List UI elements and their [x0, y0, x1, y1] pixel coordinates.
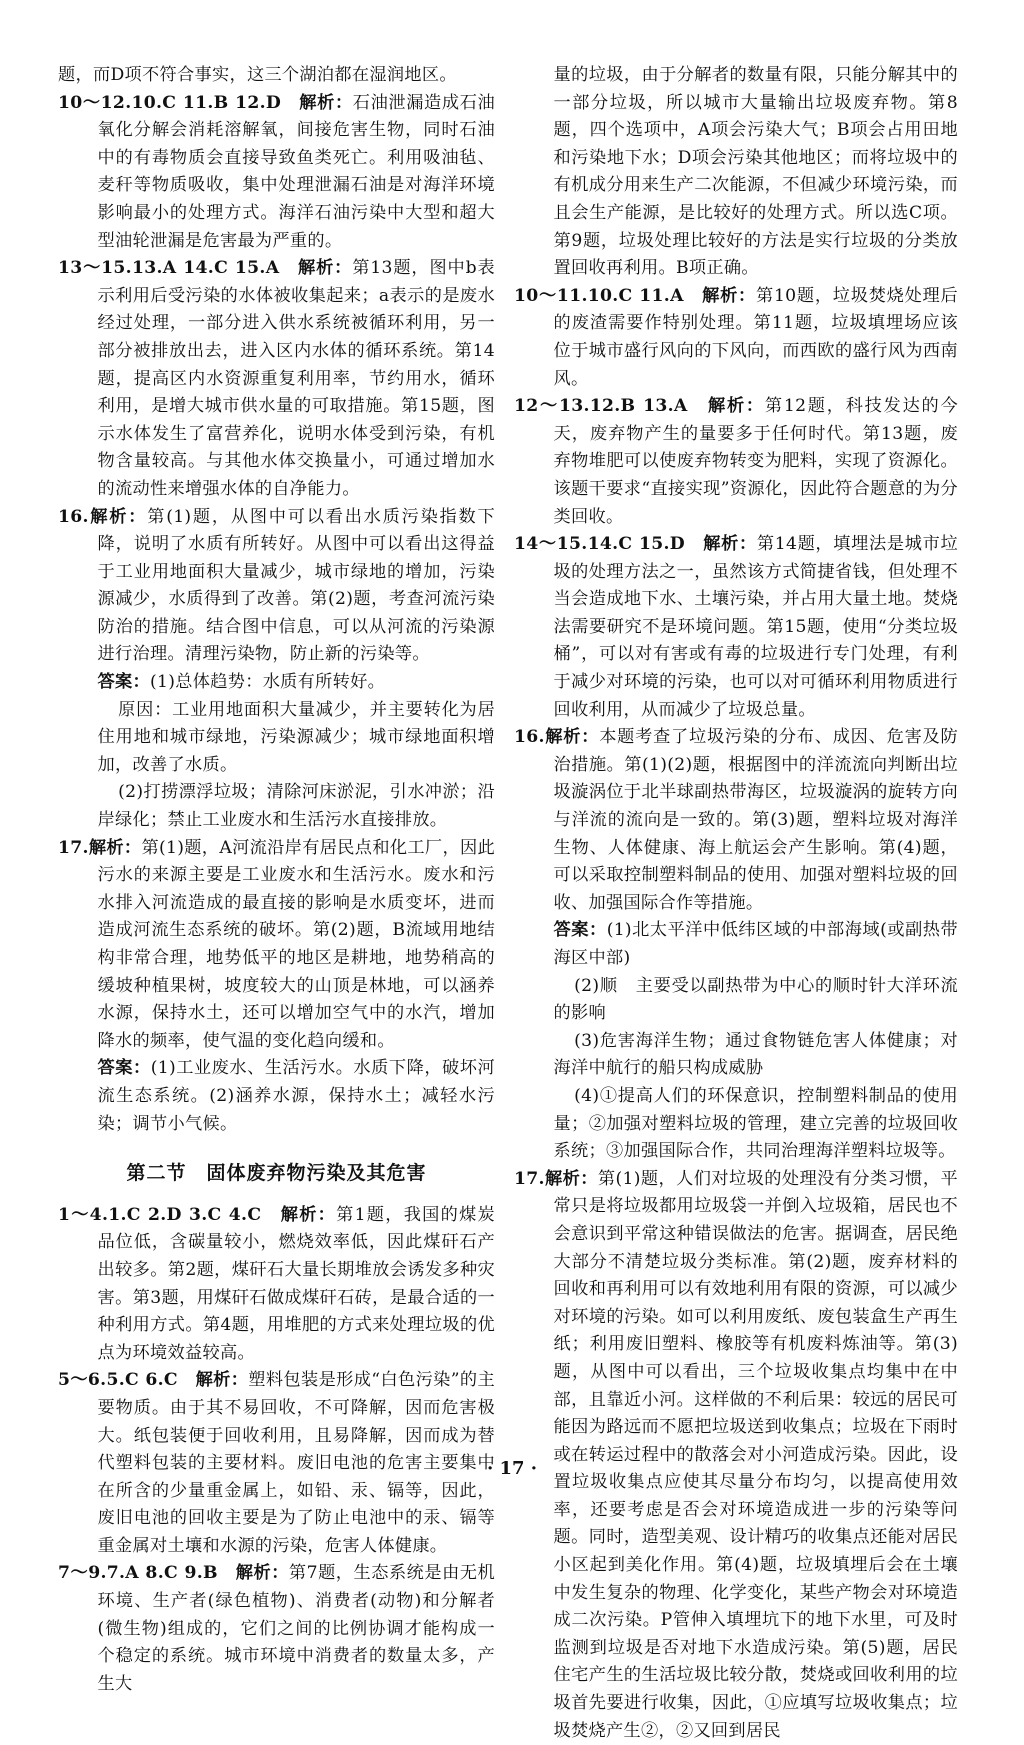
item-number: 16.: [58, 506, 89, 527]
answer-text: 原因：工业用地面积大量减少，并主要转化为居住用地和城市绿地，污染源减少；城市绿地面积增加，改善了水质。: [97, 699, 495, 775]
analysis-label: 解析：: [544, 727, 600, 748]
analysis-label: 解析：: [703, 534, 757, 555]
answer-item-10-11: [514, 283, 958, 393]
answer-line: [58, 1055, 495, 1138]
analysis-text: 石油泄漏造成石油氧化分解会消耗溶解氧，间接危害生物，同时石油中的有毒物质会直接导致鱼类死亡。利用吸油毡、麦秆等物质吸收，集中处理泄漏石油是对海洋环境影响最小的处理方式。海洋石油污染中大型和超大型油轮泄漏是危害最为严重的。: [97, 92, 495, 251]
item-answers: 1.C 2.D 3.C 4.C: [108, 1204, 262, 1225]
analysis-text: 第14题，填埋法是城市垃圾的处理方法之一，虽然该方式简捷省钱，但处理不当会造成地下水、土壤污染，并占用大量土地。焚烧法需要研究不是环境问题。第15题，使用“分类垃圾桶”，可以对有害或有毒的垃圾进行专门处理，有利于减少对环境的污染，也可以对可循环利用物质进行回收利用，从而减少了垃圾总量。: [553, 534, 958, 720]
answer-item-17: [514, 1166, 958, 1745]
item-answers: 12.B 13.A: [589, 396, 688, 417]
item-number: 17.: [514, 1168, 545, 1189]
answer-item-13-15: [58, 255, 495, 503]
analysis-text: 第(1)题，A河流沿岸有居民点和化工厂，因此污水的来源主要是工业废水和生活污水。废水和污水排入河流造成的最直接的影响是水质变坏，进而造成河流生态系统的破坏。第(2)题，B流域用地结构非常合理，地势低平的地区是耕地，地势稍高的缓坡种植果树，坡度较大的山顶是林地，可以涵养水源，保持水土，还可以增加空气中的水汽，增加降水的频率，使气温的变化趋向缓和。: [97, 837, 495, 1051]
item-number: 12～13.: [514, 396, 590, 417]
answer-text: (1)北太平洋中低纬区域的中部海域(或副热带海区中部): [553, 920, 958, 968]
answer-item-7-9: [58, 1560, 495, 1698]
section-title: 第二节 固体废弃物污染及其危害: [126, 1162, 427, 1185]
analysis-label: 解析：: [708, 396, 765, 417]
item-answers: 10.C 11.B 12.D: [131, 92, 282, 113]
item-answers: 10.C 11.A: [587, 285, 684, 306]
item-answers: 13.A 14.C 15.A: [131, 258, 280, 279]
page-number: · 17 ·: [486, 1458, 538, 1479]
answer-item-16: [58, 504, 495, 670]
answer-text: (1)工业废水、生活污水。水质下降，破坏河流生态系统。(2)涵养水源，保持水土；减轻水污染；调节小气候。: [97, 1058, 495, 1134]
analysis-label: 解析：: [702, 285, 756, 306]
analysis-text: 第(1)题，人们对垃圾的处理没有分类习惯，平常只是将垃圾都用垃圾袋一并倒入垃圾箱，居民也不会意识到平常这种错误做法的危害。据调查，居民绝大部分不清楚垃圾分类标准。第(2)题，废弃材料的回收和再利用可以有效地利用有限的资源，可以减少对环境的污染。如可以利用废纸、废包装盒生产再生纸；利用废旧塑料、橡胶等有机废料炼油等。第(3)题，从图中可以看出，三个垃圾收集点均集中在中部，且靠近小河。这样做的不利后果：较远的居民可能因为路远而不愿把垃圾送到收集点；垃圾在下雨时或在转运过程中的散落会对小河造成污染。因此，设置垃圾收集点应使其尽量分布均匀，以提高使用效率，还要考虑是否会对环境造成进一步的污染等问题。同时，造型美观、设计精巧的收集点还能对居民小区起到美化作用。第(4)题，垃圾填埋后会在土壤中发生复杂的物理、化学变化，某些产物会对环境造成二次污染。P管伸入填埋坑下的地下水里，可及时监测到垃圾是否对地下水造成污染。第(5)题，居民住宅产生的生活垃圾比较分散，焚烧或回收利用的垃圾首先要进行收集，因此，①应填写垃圾收集点；垃圾焚烧产生②，②又回到居民: [553, 1168, 958, 1741]
answer-text: (2)打捞漂浮垃圾；清除河床淤泥，引水冲淤；沿岸绿化；禁止工业废水和生活污水直接排放。: [97, 782, 495, 831]
analysis-text: 第(1)题，从图中可以看出水质污染指数下降，说明了水质有所转好。从图中可以看出这得益于工业用地面积大量减少，城市绿地的增加，污染源减少，水质得到了改善。第(2)题，考查河流污染防治的措施。结合图中信息，可以从河流的污染源进行治理。清理污染物，防止新的污染等。: [97, 506, 495, 665]
item-number: 16.: [514, 727, 545, 748]
answer-line: [514, 917, 958, 972]
answer-label: 答案：: [97, 1058, 151, 1079]
item-answers: 14.C 15.D: [587, 534, 686, 555]
analysis-text: 本题考查了垃圾污染的分布、成因、危害及防治措施。第(1)(2)题，根据图中的洋流流向判断出垃圾漩涡位于北半球副热带海区，垃圾漩涡的旋转方向与洋流的流向是一致的。第(3)题，塑料垃圾对海洋生物、人体健康、海上航运会产生影响。第(4)题，可以采取控制塑料制品的使用、加强对塑料垃圾的回收、加强国际合作等措施。: [553, 727, 958, 913]
analysis-label: 解析：: [235, 1563, 289, 1584]
answer-item-10-12: [58, 90, 495, 256]
analysis-label: 解析：: [195, 1370, 249, 1391]
continuation-text: 题，而D项不符合事实，这三个湖泊都在湿润地区。: [58, 65, 457, 85]
analysis-label: 解析：: [299, 92, 353, 113]
answer-item-14-15: [514, 531, 958, 724]
answer-item-16: [514, 724, 958, 917]
analysis-text: 第1题，我国的煤炭品位低，含碳量较小，燃烧效率低，因此煤矸石产出较多。第2题，煤矸石大量长期堆放会诱发多种灾害。第3题，用煤矸石做成煤矸石砖，是最合适的一种利用方式。第4题，用堆肥的方式来处理垃圾的优点为环境效益较高。: [97, 1204, 496, 1363]
analysis-text: 第7题，生态系统是由无机环境、生产者(绿色植物)、消费者(动物)和分解者(微生物)组成的，它们之间的比例协调才能构成一个稳定的系统。城市环境中消费者的数量太多，产生大: [97, 1563, 495, 1694]
analysis-text: 第10题，垃圾焚烧处理后的废渣需要作特别处理。第11题，垃圾填埋场应该位于城市盛行风向的下风向，而西欧的盛行风为西南风。: [553, 285, 958, 389]
item-number: 17.: [58, 837, 89, 858]
right-column: [514, 62, 958, 1745]
item-number: 14～15.: [514, 534, 588, 555]
answer-item-12-13: [514, 393, 958, 531]
answer-label: 答案：: [553, 920, 607, 941]
item-answers: 5.C 6.C: [106, 1370, 178, 1391]
item-number: 7～9.: [58, 1563, 107, 1584]
answer-item-17: [58, 835, 495, 1056]
analysis-label: 解析：: [298, 258, 353, 279]
answer-line: [58, 669, 495, 697]
analysis-label: 解析：: [544, 1168, 598, 1189]
item-number: 10～11.: [514, 285, 588, 306]
analysis-label: 解析：: [88, 506, 148, 527]
analysis-text: 第13题，图中b表示利用后受污染的水体被收集起来；a表示的是废水经过处理，一部分进入供水系统被循环利用，另一部分被排放出去，进入区内水体的循环系统。第14题，提高区内水资源重复利用率，节约用水，循环利用，是增大城市供水量的可取措施。第15题，图示水体发生了富营养化，说明水体受到污染，有机物含量较高。与其他水体交换量小，可通过增加水的流动性来增强水体的自净能力。: [97, 258, 495, 499]
analysis-text: 第12题，科技发达的今天，废弃物产生的量要多于任何时代。第13题，废弃物堆肥可以使废弃物转变为肥料，实现了资源化。该题干要求“直接实现”资源化，因此符合题意的为分类回收。: [553, 396, 958, 527]
left-column: [58, 62, 495, 1698]
answer-text: (1)总体趋势：水质有所转好。: [150, 672, 386, 693]
item-answers: 7.A 8.C 9.B: [106, 1563, 218, 1584]
answer-text: (3)危害海洋生物；通过食物链危害人体健康；对海洋中航行的船只构成威胁: [553, 1030, 958, 1079]
analysis-label: 解析：: [280, 1204, 337, 1225]
analysis-label: 解析：: [88, 837, 142, 858]
analysis-text: 塑料包装是形成“白色污染”的主要物质。由于其不易回收，不可降解，因而危害极大。纸包装便于回收利用，且易降解，因而成为替代塑料包装的主要材料。废旧电池的危害主要集中在所含的少量重金属上，如铅、汞、镉等，因此，废旧电池的回收主要是为了防止电池中的汞、镉等重金属对土壤和水源的污染，危害人体健康。: [97, 1370, 495, 1556]
answer-label: 答案：: [97, 672, 151, 693]
item-number: 5～6.: [58, 1370, 107, 1391]
item-number: 1～4.: [58, 1204, 109, 1225]
answer-text: (2)顺 主要受以副热带为中心的顺时针大洋环流的影响: [553, 975, 958, 1024]
item-number: 10～12.: [58, 92, 132, 113]
item-number: 13～15.: [58, 258, 132, 279]
continuation-text: 量的垃圾，由于分解者的数量有限，只能分解其中的一部分垃圾，所以城市大量输出垃圾废弃物。第8题，四个选项中，A项会污染大气；B项会占用田地和污染地下水；D项会污染其他地区；而将垃圾中的有机成分用来生产二次能源，不但减少环境污染，而且会生产能源，是比较好的处理方式。所以选C项。第9题，垃圾处理比较好的方法是实行垃圾的分类放置回收再利用。B项正确。: [553, 65, 958, 279]
answer-text: (4)①提高人们的环保意识，控制塑料制品的使用量；②加强对塑料垃圾的管理，建立完善的垃圾回收系统；③加强国际合作，共同治理海洋塑料垃圾等。: [553, 1085, 958, 1162]
answer-item-1-4: [58, 1202, 495, 1368]
